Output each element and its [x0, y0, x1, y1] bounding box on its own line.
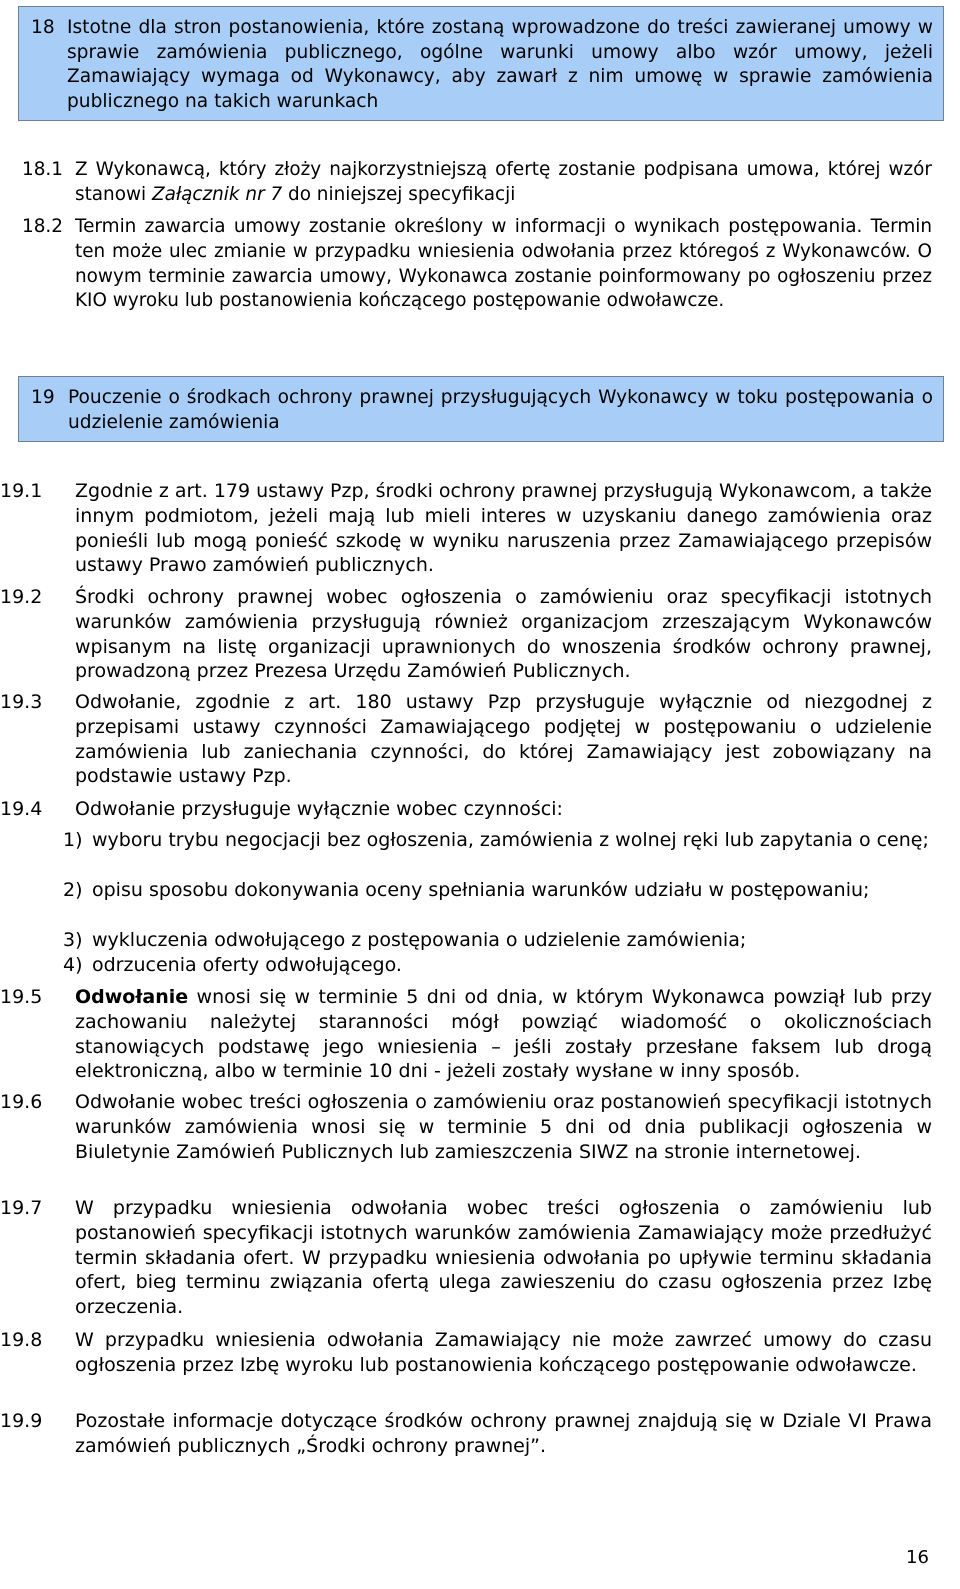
paragraph-19-5 [0, 985, 932, 1084]
paragraph-19-6 [0, 1090, 932, 1164]
page-number: 16 [906, 1547, 929, 1568]
paragraph-number: 19.3 [0, 691, 43, 713]
paragraph-number: 18.2 [22, 216, 63, 237]
list-number: 3) [63, 929, 83, 951]
paragraph-text: Pozostałe informacje dotyczące środków ochrony prawnej znajdują się w Dziale VI Prawa zamówień publicznych „Środki ochrony prawnej”. [75, 1410, 932, 1457]
paragraph-19-9 [0, 1409, 932, 1459]
section-18-heading [18, 6, 944, 121]
paragraph-19-8 [0, 1328, 932, 1378]
paragraph-number: 19.5 [0, 986, 43, 1008]
paragraph-text: W przypadku wniesienia odwołania wobec treści ogłoszenia o zamówieniu lub postanowień specyfikacji istotnych warunków zamówienia Zamawiający może przedłużyć termin składania ofert. W przypadku wniesienia odwołania po upływie terminu składania ofert, bieg terminu związania ofertą ulega zawieszeniu do czasu ogłoszenia przez Izbę orzeczenia. [75, 1197, 932, 1319]
list-number: 4) [63, 954, 83, 976]
list-number: 2) [63, 879, 83, 901]
paragraph-19-7 [0, 1196, 932, 1320]
paragraph-number: 19.6 [0, 1091, 43, 1113]
list-text: wykluczenia odwołującego z postępowania o udzielenie zamówienia; [92, 929, 747, 951]
paragraph-18-1 [22, 158, 932, 208]
paragraph-19-3 [0, 690, 932, 789]
paragraph-text: Termin zawarcia umowy zostanie określony w informacji o wynikach postępowania. Termin ten może ulec zmianie w przypadku wniesienia odwołania przez któregoś z Wykonawców. O nowym terminie zawarcia umowy, Wykonawca zostanie poinformowany po ogłoszeniu przez KIO wyroku lub postanowienia kończącego postępowanie odwoławcze. [75, 216, 932, 312]
list-number: 1) [63, 829, 83, 851]
paragraph-number: 19.9 [0, 1410, 43, 1432]
paragraph-text: Środki ochrony prawnej wobec ogłoszenia o zamówieniu oraz specyfikacji istotnych warunków zamówienia przysługują również organizacjom zrzeszającym Wykonawców wpisanym na listę organizacji uprawnionych do wnoszenia środków ochrony prawnej, prowadzoną przez Prezesa Urzędu Zamówień Publicznych. [75, 586, 932, 683]
paragraph-text: Odwołanie wnosi się w terminie 5 dni od dnia, w którym Wykonawca powziął lub przy zachowaniu należytej staranności mógł powziąć wiadomość o okolicznościach stanowiących podstawę jego wniesienia – jeśli zostały przesłane faksem lub drogą elektroniczną, albo w terminie 10 dni - jeżeli zostały wysłane w inny sposób. [75, 986, 932, 1083]
section-title: Istotne dla stron postanowienia, które zostaną wprowadzone do treści zawieranej umowy w sprawie zamówienia publicznego, ogólne warunki umowy albo wzór umowy, jeżeli Zamawiający wymaga od Wykonawcy, aby zawarł z nim umowę w sprawie zamówienia publicznego na takich warunkach [67, 17, 933, 112]
paragraph-number: 19.1 [0, 480, 43, 502]
paragraph-text: Odwołanie wobec treści ogłoszenia o zamówieniu oraz postanowień specyfikacji istotnych warunków zamówienia wnosi się w terminie 5 dni od dnia publikacji ogłoszenia w Biuletynie Zamówień Publicznych lub zamieszczenia SIWZ na stronie internetowej. [75, 1091, 932, 1163]
section-19-heading [18, 376, 944, 442]
list-item [63, 928, 932, 953]
paragraph-19-4 [0, 797, 932, 822]
list-text: wyboru trybu negocjacji bez ogłoszenia, zamówienia z wolnej ręki lub zapytania o cenę; [92, 829, 929, 851]
paragraph-text: W przypadku wniesienia odwołania Zamawiający nie może zawrzeć umowy do czasu ogłoszenia przez Izbę wyroku lub postanowienia kończącego postępowanie odwoławcze. [75, 1329, 932, 1376]
list-item [63, 953, 932, 978]
paragraph-text: Z Wykonawcą, który złoży najkorzystniejszą ofertę zostanie podpisana umowa, której wzór stanowi Załącznik nr 7 do niniejszej specyfikacji [75, 159, 932, 205]
section-number: 18 [31, 17, 55, 38]
paragraph-text: Zgodnie z art. 179 ustawy Pzp, środki ochrony prawnej przysługują Wykonawcom, a także innym podmiotom, jeżeli mają lub mieli interes w uzyskaniu danego zamówienia oraz ponieśli lub mogą ponieść szkodę w wyniku naruszenia przez Zamawiającego przepisów ustawy Prawo zamówień publicznych. [75, 480, 932, 577]
bold-term: Odwołanie [75, 986, 189, 1008]
paragraph-number: 19.4 [0, 798, 43, 820]
paragraph-text: Odwołanie, zgodnie z art. 180 ustawy Pzp przysługuje wyłącznie od niezgodnej z przepisami ustawy czynności Zamawiającego podjętej w postępowaniu o udzielenie zamówienia lub zaniechania czynności, do której Zamawiający jest zobowiązany na podstawie ustawy Pzp. [75, 691, 932, 788]
list-text: opisu sposobu dokonywania oceny spełniania warunków udziału w postępowaniu; [92, 879, 870, 901]
paragraph-number: 19.8 [0, 1329, 43, 1351]
list-text: odrzucenia oferty odwołującego. [92, 954, 402, 976]
paragraph-number: 19.7 [0, 1197, 43, 1219]
paragraph-text: Odwołanie przysługuje wyłącznie wobec czynności: [75, 798, 563, 820]
section-title: Pouczenie o środkach ochrony prawnej przysługujących Wykonawcy w toku postępowania o udzielenie zamówienia [68, 387, 933, 433]
paragraph-19-1 [0, 479, 932, 578]
paragraph-18-2 [22, 215, 932, 314]
paragraph-number: 19.2 [0, 586, 43, 608]
section-number: 19 [31, 387, 55, 408]
list-item [63, 828, 932, 853]
paragraph-19-2 [0, 585, 932, 684]
list-item [63, 878, 932, 903]
paragraph-number: 18.1 [22, 159, 63, 180]
attachment-reference: Załącznik nr 7 [151, 183, 283, 205]
